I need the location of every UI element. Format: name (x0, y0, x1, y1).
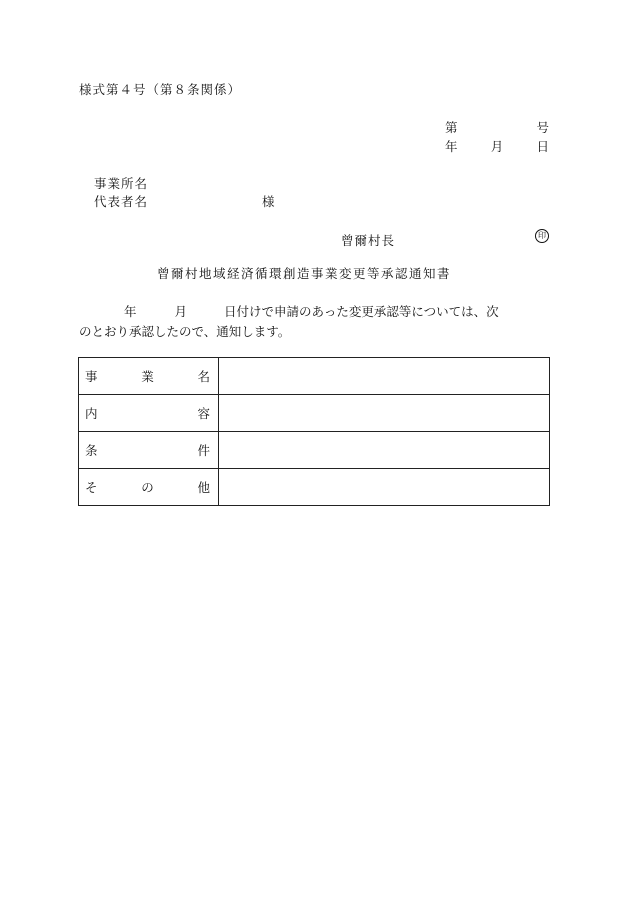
label-char: の (141, 480, 154, 495)
row-label-conditions (79, 432, 219, 469)
label-char: 容 (197, 406, 210, 421)
date-day: 日 (536, 139, 549, 154)
label-char: 条 (85, 443, 98, 458)
representative-label: 代表者名 (94, 194, 149, 209)
label-char: 名 (197, 369, 210, 384)
row-value-other (219, 469, 550, 506)
label-char: そ (85, 480, 98, 495)
issue-date (445, 137, 549, 155)
row-value-content (219, 395, 550, 432)
label-char: 他 (197, 480, 210, 495)
body-text (79, 302, 549, 342)
document-number-prefix: 第 (445, 120, 458, 135)
table-row (79, 358, 550, 395)
label-char: 内 (85, 406, 98, 421)
label-char: 件 (197, 443, 210, 458)
label-char: 事 (85, 369, 98, 384)
date-month: 月 (490, 139, 504, 154)
body-line2: のとおり承認したので、通知します。 (79, 324, 291, 339)
row-value-business-name (219, 358, 550, 395)
row-label-other (79, 469, 219, 506)
label-char: 業 (141, 369, 154, 384)
table-row (79, 395, 550, 432)
body-line1: 日付けで申請のあった変更承認等については、次 (224, 304, 499, 319)
row-label-business-name (79, 358, 219, 395)
table-row (79, 469, 550, 506)
row-label-content (79, 395, 219, 432)
seal-mark: 印 (535, 229, 549, 243)
form-id: 様式第４号（第８条関係） (79, 82, 242, 97)
document-title: 曾爾村地域経済循環創造事業変更等承認通知書 (157, 266, 452, 281)
body-month: 月 (174, 304, 188, 319)
table-row (79, 432, 550, 469)
document-number-suffix: 号 (536, 120, 549, 135)
sender-name: 曾爾村長 (341, 233, 396, 248)
info-table (78, 357, 550, 506)
business-name-label: 事業所名 (94, 176, 149, 191)
body-year: 年 (124, 304, 137, 319)
date-year: 年 (445, 139, 458, 154)
document-number (445, 118, 549, 136)
honorific: 様 (262, 194, 275, 209)
row-value-conditions (219, 432, 550, 469)
